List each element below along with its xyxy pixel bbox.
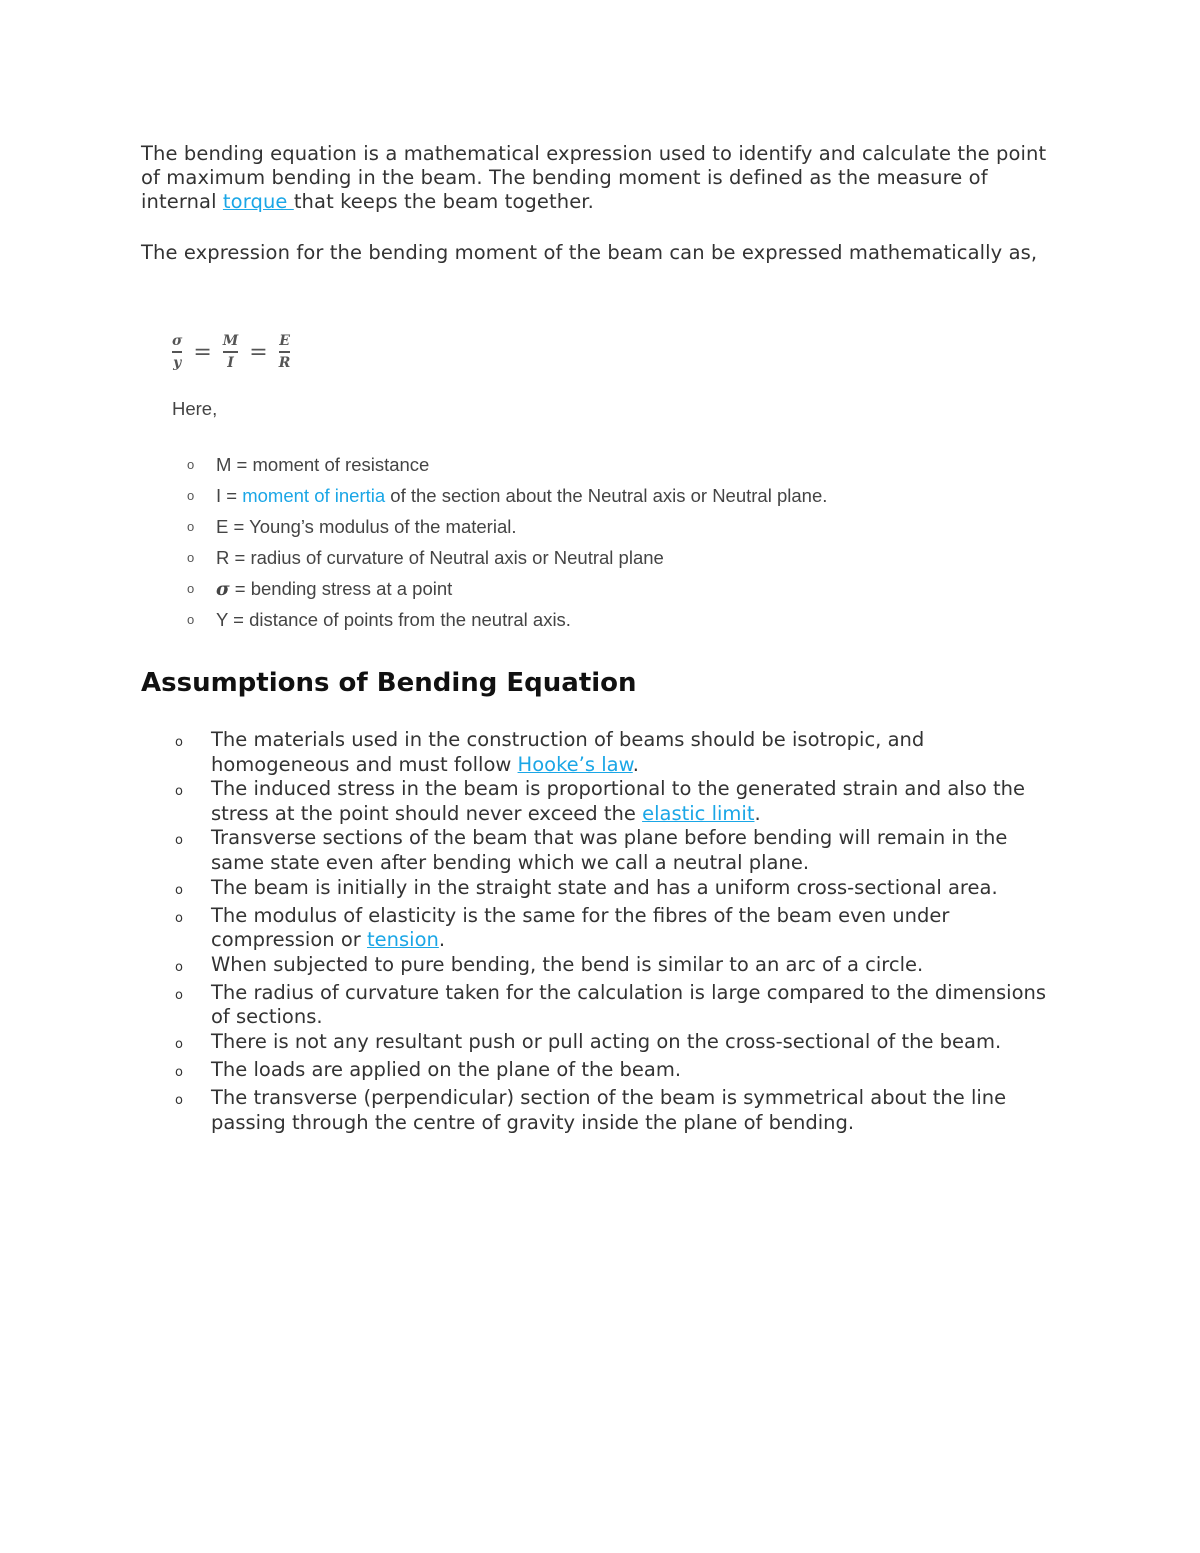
- list-item: [187, 546, 827, 577]
- assumption-text-part: .: [438, 928, 446, 952]
- fraction-denominator: I: [227, 354, 234, 371]
- assumption-text-part: .: [754, 801, 761, 825]
- definition-text: R = radius of curvature of Neutral axis or Neutral plane: [216, 547, 664, 568]
- list-item: [175, 1030, 1065, 1058]
- circle-bullet-icon: o: [187, 488, 195, 503]
- circle-bullet-icon: o: [187, 581, 195, 596]
- fraction-numerator: M: [222, 333, 239, 350]
- assumption-text: The loads are applied on the plane of the beam.: [211, 1057, 682, 1081]
- assumption-text: [211, 777, 1065, 826]
- here-label: Here,: [172, 398, 218, 419]
- list-item: [175, 777, 1065, 826]
- list-item: [175, 876, 1065, 904]
- list-item: [187, 453, 827, 484]
- definition-text: [216, 577, 452, 602]
- moment-of-inertia-link[interactable]: moment of inertia: [242, 485, 386, 506]
- fraction-bar: [172, 351, 182, 353]
- circle-bullet-icon: o: [175, 987, 183, 1003]
- fraction-denominator: R: [278, 354, 291, 371]
- fraction-e-r: [279, 333, 291, 371]
- assumption-text: The beam is initially in the straight state and has a uniform cross-sectional area.: [211, 875, 998, 899]
- intro-text-1: The bending equation is a mathematical expression used to identify and calculate the point of maximum bending in the beam. The bending moment is defined as the measure of internal: [141, 142, 1047, 213]
- assumption-text: Transverse sections of the beam that was plane before bending will remain in the same state even after bending which we call a neutral plane.: [211, 826, 1008, 874]
- definition-text-part: = bending stress at a point: [229, 578, 453, 599]
- definition-text: E = Young’s modulus of the material.: [216, 516, 517, 537]
- fraction-numerator: σ: [172, 333, 183, 350]
- list-item: [175, 904, 1065, 953]
- sigma-symbol: σ: [216, 579, 230, 600]
- elastic-limit-link[interactable]: elastic limit: [642, 801, 755, 825]
- list-item: [175, 1086, 1065, 1135]
- definition-text: M = moment of resistance: [216, 454, 430, 475]
- assumption-text-part: The modulus of elasticity is the same for the fibres of the beam even under compression or: [211, 903, 950, 952]
- circle-bullet-icon: o: [187, 457, 195, 472]
- definition-text: Y = distance of points from the neutral axis.: [216, 609, 571, 630]
- definition-text-part: I =: [216, 485, 243, 506]
- assumptions-heading: Assumptions of Bending Equation: [141, 668, 637, 698]
- fraction-bar: [279, 351, 291, 353]
- assumption-text: [211, 904, 1065, 953]
- definition-text: [216, 484, 827, 508]
- list-item: [187, 515, 827, 546]
- bending-equation: [172, 330, 290, 374]
- assumption-text-part: The materials used in the construction of beams should be isotropic, and homogeneous and must follow: [211, 728, 925, 776]
- assumptions-list: [175, 728, 1065, 1135]
- list-item: [175, 728, 1065, 777]
- fraction-numerator: E: [279, 333, 290, 350]
- variable-definitions-list: [187, 453, 827, 639]
- intro-text-2: that keeps the beam together.: [293, 190, 594, 213]
- circle-bullet-icon: o: [187, 612, 195, 627]
- circle-bullet-icon: o: [175, 959, 183, 975]
- list-item: [175, 953, 1065, 981]
- assumption-text-part: .: [632, 752, 639, 776]
- circle-bullet-icon: o: [175, 1064, 183, 1080]
- fraction-sigma-y: [172, 333, 182, 371]
- list-item: [175, 1058, 1065, 1086]
- torque-link[interactable]: torque: [222, 190, 294, 213]
- fraction-denominator: y: [173, 354, 182, 371]
- fraction-bar: [223, 351, 239, 353]
- hookes-law-link[interactable]: Hooke’s law: [517, 752, 633, 776]
- circle-bullet-icon: o: [187, 519, 195, 534]
- fraction-m-i: [223, 333, 239, 371]
- circle-bullet-icon: o: [175, 735, 183, 750]
- list-item: [187, 577, 827, 608]
- circle-bullet-icon: o: [175, 910, 183, 926]
- assumption-text: The radius of curvature taken for the calculation is large compared to the dimensions of sections.: [211, 980, 1047, 1029]
- equals-sign: =: [249, 339, 268, 365]
- circle-bullet-icon: o: [175, 882, 183, 898]
- list-item: [187, 608, 827, 639]
- list-item: [175, 981, 1065, 1030]
- definition-text-part: of the section about the Neutral axis or Neutral plane.: [385, 485, 828, 506]
- assumption-text: When subjected to pure bending, the bend is similar to an arc of a circle.: [211, 952, 924, 976]
- assumption-text: There is not any resultant push or pull acting on the cross-sectional of the beam.: [211, 1029, 1002, 1053]
- assumption-text: The transverse (perpendicular) section of the beam is symmetrical about the line passing through the centre of gravity inside the plane of bending.: [211, 1085, 1007, 1134]
- list-item: [175, 826, 1065, 875]
- expression-paragraph: The expression for the bending moment of the beam can be expressed mathematically as,: [141, 241, 1038, 264]
- circle-bullet-icon: o: [187, 550, 195, 565]
- list-item: [187, 484, 827, 515]
- tension-link[interactable]: tension: [366, 928, 439, 952]
- circle-bullet-icon: o: [175, 1092, 183, 1108]
- intro-paragraph: [141, 142, 1061, 214]
- assumption-text-part: The induced stress in the beam is proportional to the generated strain and also the stress at the point should never exceed the: [211, 777, 1025, 825]
- circle-bullet-icon: o: [175, 784, 183, 800]
- circle-bullet-icon: o: [175, 1036, 183, 1052]
- assumption-text: [211, 728, 1065, 777]
- circle-bullet-icon: o: [175, 833, 183, 849]
- equals-sign: =: [193, 339, 212, 365]
